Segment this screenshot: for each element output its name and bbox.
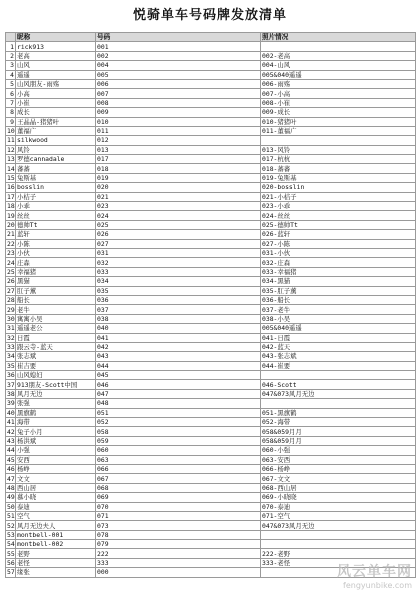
number-cell: 043 xyxy=(96,352,261,361)
number-cell: 004 xyxy=(96,61,261,70)
number-cell: 045 xyxy=(96,371,261,380)
photo-status-cell: 034-黑猫 xyxy=(261,277,416,286)
row-number-cell: 45 xyxy=(7,455,15,464)
number-cell: 078 xyxy=(96,530,261,539)
nickname-cell: 肛子薰 xyxy=(16,286,96,295)
photo-status-cell: 025-德帅Tt xyxy=(261,220,416,229)
watermark xyxy=(337,561,412,590)
nickname-cell: 西山居 xyxy=(16,483,96,492)
photo-status-cell: 035-肛子薰 xyxy=(261,286,416,295)
photo-status-cell: 010-猪猪叶 xyxy=(261,117,416,126)
number-cell: 031 xyxy=(96,248,261,257)
photo-status-cell: 027-小陈 xyxy=(261,239,416,248)
table-row xyxy=(6,183,416,192)
photo-status-cell: 007-小高 xyxy=(261,89,416,98)
photo-status-cell: 047&073风月无边 xyxy=(261,521,416,530)
number-cell: 033 xyxy=(96,267,261,276)
photo-status-cell: 067-文文 xyxy=(261,474,416,483)
table-row xyxy=(6,352,416,361)
row-number-cell: 12 xyxy=(7,145,15,154)
nickname-cell: bosslin xyxy=(16,183,96,192)
photo-status-cell: 006-雨殇 xyxy=(261,79,416,88)
nickname-cell: 小崔 xyxy=(16,98,96,107)
table-row xyxy=(6,70,416,79)
row-number-cell: 44 xyxy=(7,446,15,455)
nickname-cell: 兔子小月 xyxy=(16,427,96,436)
column-header-number: 号码 xyxy=(96,33,261,42)
number-cell: 333 xyxy=(96,558,261,567)
table-row xyxy=(6,511,416,520)
photo-status-cell: 004-山风 xyxy=(261,61,416,70)
table-row xyxy=(6,399,416,408)
number-cell: 024 xyxy=(96,211,261,220)
number-cell: 059 xyxy=(96,436,261,445)
number-cell: 002 xyxy=(96,51,261,60)
table-row xyxy=(6,380,416,389)
photo-status-cell: 333-老怪 xyxy=(261,558,416,567)
table-row xyxy=(6,117,416,126)
nickname-cell: 庄森 xyxy=(16,258,96,267)
nickname-cell: 遥遥老公 xyxy=(16,324,96,333)
number-cell: 046 xyxy=(96,380,261,389)
nickname-cell: 老牛 xyxy=(16,305,96,314)
row-number-cell: 9 xyxy=(6,117,16,126)
number-cell: 025 xyxy=(96,220,261,229)
table-row xyxy=(6,108,416,117)
row-number-cell: 24 xyxy=(7,258,15,267)
number-cell: 044 xyxy=(96,361,261,370)
table-row xyxy=(6,258,416,267)
photo-status-cell: 005&040遥遥 xyxy=(261,70,416,79)
nickname-cell: 山风媳妇 xyxy=(16,371,96,380)
row-number-cell: 27 xyxy=(7,286,15,295)
table-row xyxy=(6,145,416,154)
row-number-cell: 35 xyxy=(7,361,15,370)
nickname-cell: 丝丝 xyxy=(16,211,96,220)
table-row xyxy=(6,464,416,473)
number-cell: 058 xyxy=(96,427,261,436)
photo-status-cell: 036-船长 xyxy=(261,295,416,304)
row-number-cell: 46 xyxy=(7,465,15,474)
number-cell: 012 xyxy=(96,136,261,145)
number-cell: 006 xyxy=(96,79,261,88)
number-cell: 001 xyxy=(96,42,261,51)
table-row xyxy=(6,342,416,351)
nickname-cell: 913朋友-Scott中国 xyxy=(16,380,96,389)
number-cell: 036 xyxy=(96,295,261,304)
row-number-cell: 52 xyxy=(7,521,15,530)
table-row xyxy=(6,220,416,229)
nickname-cell: montbell-001 xyxy=(16,530,96,539)
row-number-cell: 6 xyxy=(6,89,16,98)
row-number-cell: 5 xyxy=(6,79,16,88)
row-number-cell: 34 xyxy=(7,352,15,361)
number-cell: 070 xyxy=(96,502,261,511)
photo-status-cell: 008-小崔 xyxy=(261,98,416,107)
spreadsheet xyxy=(5,6,415,578)
photo-status-cell: 026-蓝轩 xyxy=(261,230,416,239)
row-number-cell: 57 xyxy=(7,568,15,577)
table-row xyxy=(6,61,416,70)
photo-status-cell: 037-老牛 xyxy=(261,305,416,314)
photo-status-cell: 058&059月月 xyxy=(261,436,416,445)
row-number-cell: 19 xyxy=(7,211,15,220)
table-row xyxy=(6,42,416,51)
number-cell: 047 xyxy=(96,389,261,398)
table-row xyxy=(6,371,416,380)
number-cell: 017 xyxy=(96,155,261,164)
table-row xyxy=(6,239,416,248)
nickname-cell: 张强 xyxy=(16,399,96,408)
row-number-cell: 38 xyxy=(7,390,15,399)
photo-status-cell xyxy=(261,530,416,539)
row-number-cell: 54 xyxy=(7,540,15,549)
number-cell: 010 xyxy=(96,117,261,126)
table-row xyxy=(6,136,416,145)
nickname-cell: 空气 xyxy=(16,511,96,520)
photo-status-cell: 018-蕃蕃 xyxy=(261,164,416,173)
number-cell: 007 xyxy=(96,89,261,98)
table-row xyxy=(6,248,416,257)
nickname-cell: 山风 xyxy=(16,61,96,70)
table-row xyxy=(6,286,416,295)
nickname-cell: 小伙 xyxy=(16,248,96,257)
table-row xyxy=(6,361,416,370)
number-cell: 066 xyxy=(96,464,261,473)
nickname-cell: 跟云寺-蓝天 xyxy=(16,342,96,351)
row-number-cell: 47 xyxy=(7,474,15,483)
row-number-cell: 55 xyxy=(7,549,15,558)
photo-status-cell: 068-西山居 xyxy=(261,483,416,492)
table-row xyxy=(6,474,416,483)
photo-status-cell xyxy=(261,540,416,549)
row-number-cell: 26 xyxy=(7,277,15,286)
photo-status-cell: 047&073风月无边 xyxy=(261,389,416,398)
table-row xyxy=(6,164,416,173)
nickname-cell: 蕃蕃 xyxy=(16,164,96,173)
photo-status-cell xyxy=(261,42,416,51)
column-header-photo: 照片情况 xyxy=(261,33,416,42)
nickname-cell: 杨洪斌 xyxy=(16,436,96,445)
watermark-url: fengyunbike.com xyxy=(343,581,412,590)
nickname-cell: 寓寓小吴 xyxy=(16,314,96,323)
row-number-cell: 21 xyxy=(7,230,15,239)
row-number-cell: 15 xyxy=(7,174,15,183)
issue-table xyxy=(5,32,416,578)
table-row xyxy=(6,521,416,530)
number-cell: 051 xyxy=(96,408,261,417)
nickname-cell: 小强 xyxy=(16,446,96,455)
nickname-cell: 王晶晶-猪猪叶 xyxy=(16,117,96,126)
number-cell: 079 xyxy=(96,540,261,549)
row-number-cell: 8 xyxy=(6,108,16,117)
nickname-cell: 缘张 xyxy=(16,568,96,577)
nickname-cell: 张志斌 xyxy=(16,352,96,361)
row-number-cell: 39 xyxy=(7,399,15,408)
row-number-cell: 4 xyxy=(6,70,16,79)
photo-status-cell: 052-海带 xyxy=(261,418,416,427)
row-number-cell: 14 xyxy=(7,164,15,173)
number-cell: 052 xyxy=(96,418,261,427)
photo-status-cell: 031-小伙 xyxy=(261,248,416,257)
table-row xyxy=(6,540,416,549)
nickname-cell: 杨峥 xyxy=(16,464,96,473)
number-cell: 020 xyxy=(96,183,261,192)
nickname-cell: 海带 xyxy=(16,418,96,427)
table-row xyxy=(6,51,416,60)
photo-status-cell: 063-安西 xyxy=(261,455,416,464)
row-number-cell: 3 xyxy=(6,61,16,70)
table-row xyxy=(6,211,416,220)
table-row xyxy=(6,324,416,333)
table-row xyxy=(6,305,416,314)
number-cell: 027 xyxy=(96,239,261,248)
nickname-cell: 风月无边 xyxy=(16,389,96,398)
nickname-cell: 日霞 xyxy=(16,333,96,342)
nickname-cell: 崔吉要 xyxy=(16,361,96,370)
table-row xyxy=(6,408,416,417)
photo-status-cell: 069-小晓晓 xyxy=(261,493,416,502)
row-number-cell: 41 xyxy=(7,418,15,427)
row-number-cell: 28 xyxy=(7,296,15,305)
number-cell: 021 xyxy=(96,192,261,201)
table-row xyxy=(6,295,416,304)
number-cell: 038 xyxy=(96,314,261,323)
row-number-cell: 20 xyxy=(7,221,15,229)
number-cell: 008 xyxy=(96,98,261,107)
photo-status-cell: 013-风铃 xyxy=(261,145,416,154)
table-row xyxy=(6,493,416,502)
nickname-cell: 遥遥 xyxy=(16,70,96,79)
table-row xyxy=(6,277,416,286)
number-cell: 040 xyxy=(96,324,261,333)
number-cell: 023 xyxy=(96,202,261,211)
page-title: 悦骑单车号码牌发放清单 xyxy=(132,8,287,23)
table-row xyxy=(6,333,416,342)
number-cell: 060 xyxy=(96,446,261,455)
number-cell: 019 xyxy=(96,173,261,182)
nickname-cell: 小乖 xyxy=(16,202,96,211)
photo-status-cell xyxy=(261,371,416,380)
table-row xyxy=(6,267,416,276)
number-cell: 073 xyxy=(96,521,261,530)
number-cell: 071 xyxy=(96,511,261,520)
number-cell: 037 xyxy=(96,305,261,314)
number-cell: 222 xyxy=(96,549,261,558)
nickname-cell: silkwood xyxy=(16,136,96,145)
row-number-cell: 56 xyxy=(7,559,15,568)
row-number-cell: 10 xyxy=(7,127,15,136)
row-number-cell: 42 xyxy=(7,427,15,436)
nickname-cell: montbell-002 xyxy=(16,540,96,549)
photo-status-cell: 005&040遥遥 xyxy=(261,324,416,333)
photo-status-cell: 020-bosslin xyxy=(261,183,416,192)
number-cell: 069 xyxy=(96,493,261,502)
row-number-cell: 1 xyxy=(6,42,16,51)
number-cell: 041 xyxy=(96,333,261,342)
nickname-cell: 老野 xyxy=(16,549,96,558)
nickname-cell: 泰迪 xyxy=(16,502,96,511)
photo-status-cell xyxy=(261,136,416,145)
photo-status-cell: 002-老高 xyxy=(261,51,416,60)
photo-status-cell: 032-庄森 xyxy=(261,258,416,267)
nickname-cell: 董福广 xyxy=(16,126,96,135)
photo-status-cell: 024-丝丝 xyxy=(261,211,416,220)
row-number-cell: 48 xyxy=(7,483,15,492)
photo-status-cell: 222-老野 xyxy=(261,549,416,558)
nickname-cell: 风月无边夫人 xyxy=(16,521,96,530)
photo-status-cell: 021-小桔子 xyxy=(261,192,416,201)
nickname-cell: 小高 xyxy=(16,89,96,98)
row-number-cell: 23 xyxy=(7,249,15,258)
photo-status-cell: 070-泰迪 xyxy=(261,502,416,511)
row-number-cell: 37 xyxy=(7,380,15,389)
nickname-cell: 船长 xyxy=(16,295,96,304)
number-cell: 032 xyxy=(96,258,261,267)
table-row xyxy=(6,549,416,558)
nickname-cell: 德帅Tt xyxy=(16,220,96,229)
row-number-cell: 53 xyxy=(7,530,15,539)
photo-status-cell: 041-日霞 xyxy=(261,333,416,342)
row-number-cell: 40 xyxy=(7,408,15,417)
photo-status-cell: 017-杭杭 xyxy=(261,155,416,164)
row-number-cell: 51 xyxy=(7,512,15,521)
number-cell: 063 xyxy=(96,455,261,464)
photo-status-cell: 011-董福广 xyxy=(261,126,416,135)
number-cell: 042 xyxy=(96,342,261,351)
photo-status-cell: 023-小乖 xyxy=(261,202,416,211)
row-number-cell: 49 xyxy=(7,493,15,502)
nickname-cell: 幸福猪 xyxy=(16,267,96,276)
nickname-cell: 黑旗鹤 xyxy=(16,408,96,417)
nickname-cell: 罗德cannadale xyxy=(16,155,96,164)
nickname-cell: 老怪 xyxy=(16,558,96,567)
row-number-cell: 16 xyxy=(7,183,15,192)
nickname-cell: 兔斯基 xyxy=(16,173,96,182)
table-row xyxy=(6,483,416,492)
table-header-row xyxy=(6,33,416,42)
row-number-cell: 17 xyxy=(7,192,15,201)
table-row xyxy=(6,98,416,107)
table-row xyxy=(6,202,416,211)
table-row xyxy=(6,230,416,239)
row-number-cell: 13 xyxy=(7,155,15,164)
number-cell: 035 xyxy=(96,286,261,295)
number-cell: 026 xyxy=(96,230,261,239)
photo-status-cell: 058&059月月 xyxy=(261,427,416,436)
table-row xyxy=(6,155,416,164)
number-cell: 000 xyxy=(96,568,261,577)
table-body xyxy=(6,42,416,577)
photo-status-cell: 071-空气 xyxy=(261,511,416,520)
table-row xyxy=(6,436,416,445)
table-row xyxy=(6,455,416,464)
table-row xyxy=(6,389,416,398)
row-number-cell: 25 xyxy=(7,267,15,276)
row-number-cell: 22 xyxy=(7,239,15,248)
row-number-cell: 33 xyxy=(7,343,15,352)
photo-status-cell: 009-成长 xyxy=(261,108,416,117)
table-row xyxy=(6,89,416,98)
table-row xyxy=(6,126,416,135)
table-row xyxy=(6,79,416,88)
photo-status-cell: 042-蓝天 xyxy=(261,342,416,351)
row-number-cell: 18 xyxy=(7,202,15,211)
table-row xyxy=(6,427,416,436)
row-number-cell: 7 xyxy=(6,98,16,107)
number-cell: 048 xyxy=(96,399,261,408)
row-number-cell: 31 xyxy=(7,324,15,333)
table-row xyxy=(6,530,416,539)
photo-status-cell: 033-幸福猪 xyxy=(261,267,416,276)
number-cell: 011 xyxy=(96,126,261,135)
table-row xyxy=(6,418,416,427)
number-cell: 005 xyxy=(96,70,261,79)
nickname-cell: 蓝轩 xyxy=(16,230,96,239)
number-cell: 067 xyxy=(96,474,261,483)
row-number-cell: 29 xyxy=(7,305,15,314)
nickname-cell: 黑猫 xyxy=(16,277,96,286)
photo-status-cell xyxy=(261,399,416,408)
row-number-cell: 50 xyxy=(7,502,15,511)
nickname-cell: 成长 xyxy=(16,108,96,117)
row-number-cell: 2 xyxy=(6,51,16,60)
photo-status-cell: 038-小吴 xyxy=(261,314,416,323)
number-cell: 013 xyxy=(96,145,261,154)
photo-status-cell: 060-小强 xyxy=(261,446,416,455)
row-number-cell: 30 xyxy=(7,314,15,323)
photo-status-cell: 046-Scott xyxy=(261,380,416,389)
photo-status-cell: 044-崔要 xyxy=(261,361,416,370)
nickname-cell: 慕小晓 xyxy=(16,493,96,502)
photo-status-cell: 051-黑旗鹤 xyxy=(261,408,416,417)
photo-status-cell: 043-张志斌 xyxy=(261,352,416,361)
row-number-cell: 11 xyxy=(7,136,15,145)
number-cell: 068 xyxy=(96,483,261,492)
number-cell: 034 xyxy=(96,277,261,286)
nickname-cell: 安西 xyxy=(16,455,96,464)
row-number-cell: 32 xyxy=(7,333,15,342)
nickname-cell: 山风朋友-雨殇 xyxy=(16,79,96,88)
nickname-cell: 风铃 xyxy=(16,145,96,154)
photo-status-cell: 066-杨峥 xyxy=(261,464,416,473)
row-number-header xyxy=(6,33,16,42)
row-number-cell: 36 xyxy=(7,371,15,380)
table-row xyxy=(6,192,416,201)
table-row xyxy=(6,446,416,455)
photo-status-cell: 019-兔斯基 xyxy=(261,173,416,182)
nickname-cell: 小陈 xyxy=(16,239,96,248)
watermark-brand: 风云单车网 xyxy=(337,564,412,580)
table-row xyxy=(6,173,416,182)
nickname-cell: 小桔子 xyxy=(16,192,96,201)
table-row xyxy=(6,314,416,323)
table-row xyxy=(6,502,416,511)
nickname-cell: 文文 xyxy=(16,474,96,483)
number-cell: 018 xyxy=(96,164,261,173)
column-header-nickname: 昵称 xyxy=(16,33,96,42)
number-cell: 009 xyxy=(96,108,261,117)
nickname-cell: 老高 xyxy=(16,51,96,60)
nickname-cell: rick913 xyxy=(16,42,96,51)
row-number-cell: 43 xyxy=(7,436,15,445)
